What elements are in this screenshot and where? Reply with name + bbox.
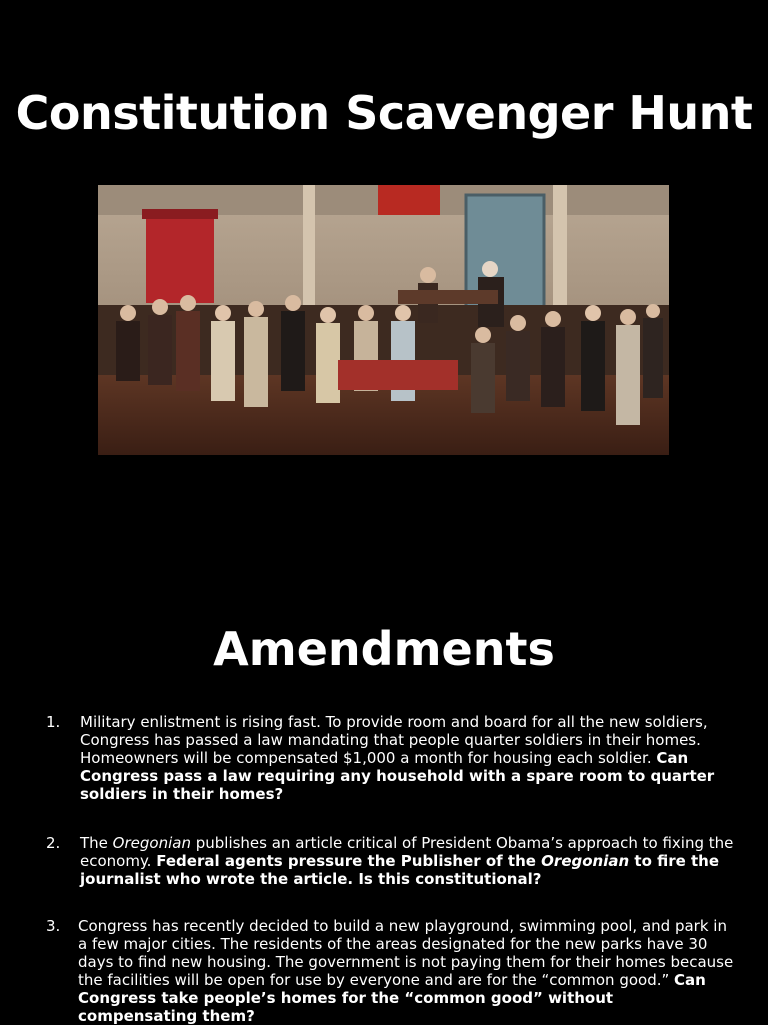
scenario-text: The xyxy=(80,834,113,852)
section-heading: Amendments xyxy=(213,622,555,676)
question-text: Can Congress pass a law requiring any household with a spare room to quarter soldiers in their homes? xyxy=(80,749,715,803)
scenario-text: publishes an article critical of President Obama’s approach to fixing the economy. xyxy=(80,834,734,870)
question-number: 2. xyxy=(46,834,61,852)
newspaper-name: Oregonian xyxy=(112,834,191,852)
question-number: 1. xyxy=(46,713,61,731)
scenario-text: Congress has recently decided to build a new playground, swimming pool, and park in a few major cities. The residents of the areas designated for the new parks have 30 days to find new housing. The government is not paying them for their homes because the facilities will be open for use by everyone and are for the “common good.” xyxy=(78,917,734,989)
question-item xyxy=(46,834,736,888)
scenario-text: Military enlistment is rising fast. To provide room and board for all the new soldiers, Congress has passed a law mandating that people quarter soldiers in their homes. Homeowners will be compensated $1,000 a month for housing each soldier. xyxy=(80,713,708,767)
question-number: 3. xyxy=(46,917,61,935)
newspaper-name: Oregonian xyxy=(541,852,630,870)
question-item xyxy=(46,917,736,1025)
question-text: Can Congress take people’s homes for the “common good” without compensating them? xyxy=(78,971,706,1025)
question-text: Federal agents pressure the Publisher of the Oregonian to fire the journalist who wrote the article. Is this constitutional? xyxy=(80,852,720,888)
question-item xyxy=(46,713,736,803)
slide-title: Constitution Scavenger Hunt xyxy=(15,86,753,140)
constitution-signing-painting xyxy=(98,185,669,455)
